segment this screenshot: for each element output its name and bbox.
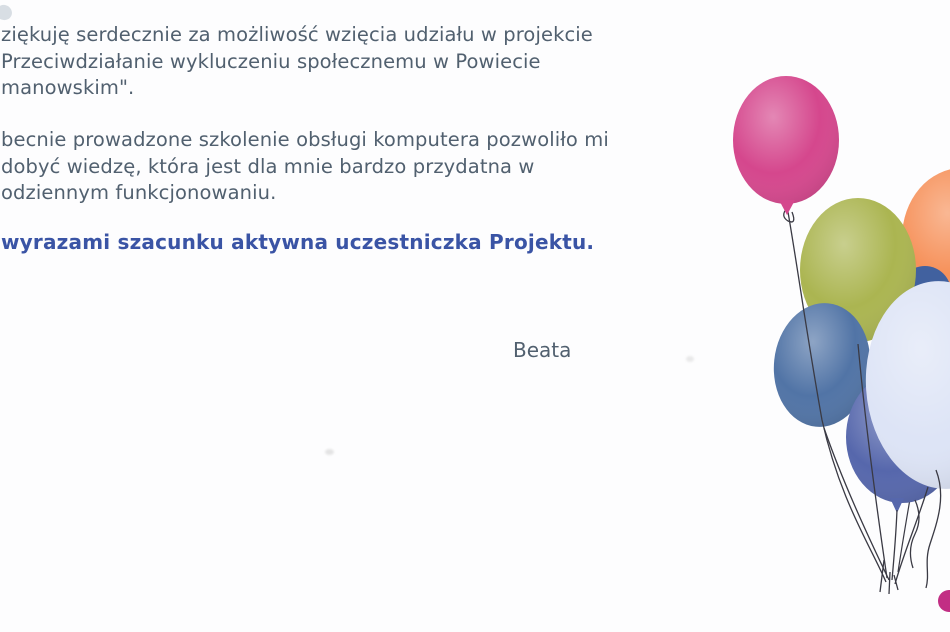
balloon-pink [733,76,839,215]
text-line: manowskim". [1,76,135,99]
balloon-dot [938,590,950,612]
text-line: dobyć wiedzę, która jest dla mnie bardzo przydatna w [1,154,535,178]
closing-line: wyrazami szacunku aktywna uczestniczka Projektu. [1,230,595,254]
text-line: odziennym funkcjonowaniu. [1,181,277,204]
text-line: becnie prowadzone szkolenie obsługi komputera pozwoliło mi [1,128,609,151]
text-line: ziękuję serdecznie za możliwość wzięcia udziału w projekcie [1,23,593,46]
text-line: Przeciwdziałanie wykluczeniu społecznemu w Powiecie [1,49,541,73]
signature-name: Beata [513,338,572,362]
